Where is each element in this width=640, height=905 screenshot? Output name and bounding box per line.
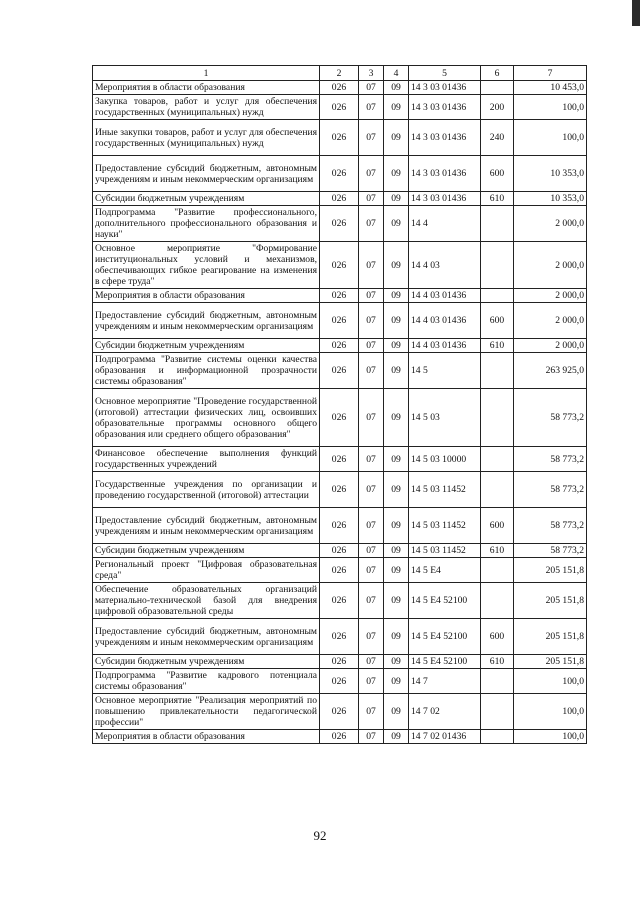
expense-type-cell [481,583,514,619]
ministry-code-cell: 026 [320,120,359,156]
subsection-code-cell: 09 [384,447,409,472]
section-code-cell: 07 [359,156,384,192]
section-code-cell: 07 [359,508,384,544]
row-name-cell: Основное мероприятие "Реализация мероприятий по повышению привлекательности педагогической профессии" [93,694,320,730]
amount-cell: 10 453,0 [514,81,587,95]
ministry-code-cell: 026 [320,206,359,242]
expense-type-cell [481,694,514,730]
ministry-code-cell: 026 [320,303,359,339]
section-code-cell: 07 [359,472,384,508]
section-code-cell: 07 [359,242,384,289]
amount-cell: 58 773,2 [514,389,587,447]
scan-edge-mark [632,0,640,26]
ministry-code-cell: 026 [320,730,359,744]
table-row [93,508,587,544]
expense-type-cell: 600 [481,303,514,339]
table-row [93,447,587,472]
amount-cell: 2 000,0 [514,206,587,242]
row-name-cell: Предоставление субсидий бюджетным, автономным учреждениям и иным некоммерческим организациям [93,156,320,192]
page-number: 92 [313,828,327,843]
expense-type-cell [481,472,514,508]
target-article-cell: 14 3 03 01436 [409,192,481,206]
row-name-cell: Региональный проект "Цифровая образовательная среда" [93,558,320,583]
target-article-cell: 14 4 [409,206,481,242]
target-article-cell: 14 5 E4 52100 [409,583,481,619]
target-article-cell: 14 5 03 11452 [409,508,481,544]
table-row [93,95,587,120]
header-cell: 6 [481,66,514,81]
section-code-cell: 07 [359,81,384,95]
header-cell: 2 [320,66,359,81]
amount-cell: 100,0 [514,694,587,730]
expense-type-cell: 610 [481,339,514,353]
row-name-cell: Закупка товаров, работ и услуг для обеспечения государственных (муниципальных) нужд [93,95,320,120]
row-name-cell: Обеспечение образовательных организаций материально-технической базой для внедрения цифровой образовательной среды [93,583,320,619]
subsection-code-cell: 09 [384,544,409,558]
row-name-cell: Предоставление субсидий бюджетным, автономным учреждениям и иным некоммерческим организациям [93,619,320,655]
ministry-code-cell: 026 [320,544,359,558]
expense-type-cell: 610 [481,655,514,669]
ministry-code-cell: 026 [320,389,359,447]
section-code-cell: 07 [359,303,384,339]
section-code-cell: 07 [359,289,384,303]
row-name-cell: Мероприятия в области образования [93,289,320,303]
row-name-cell: Основное мероприятие "Проведение государственной (итоговой) аттестации физических лиц, освоивших образовательные программы основного общего образования или среднего общего образования" [93,389,320,447]
target-article-cell: 14 4 03 [409,242,481,289]
expense-type-cell [481,353,514,389]
table-row [93,558,587,583]
table-row [93,583,587,619]
target-article-cell: 14 4 03 01436 [409,339,481,353]
target-article-cell: 14 3 03 01436 [409,81,481,95]
expense-type-cell [481,389,514,447]
amount-cell: 58 773,2 [514,544,587,558]
amount-cell: 205 151,8 [514,655,587,669]
subsection-code-cell: 09 [384,303,409,339]
amount-cell: 100,0 [514,669,587,694]
target-article-cell: 14 5 03 10000 [409,447,481,472]
ministry-code-cell: 026 [320,353,359,389]
amount-cell: 58 773,2 [514,447,587,472]
amount-cell: 2 000,0 [514,242,587,289]
section-code-cell: 07 [359,669,384,694]
subsection-code-cell: 09 [384,694,409,730]
table-row [93,353,587,389]
section-code-cell: 07 [359,95,384,120]
expense-type-cell: 240 [481,120,514,156]
amount-cell: 58 773,2 [514,508,587,544]
ministry-code-cell: 026 [320,339,359,353]
row-name-cell: Предоставление субсидий бюджетным, автономным учреждениям и иным некоммерческим организациям [93,508,320,544]
header-cell: 4 [384,66,409,81]
target-article-cell: 14 3 03 01436 [409,95,481,120]
subsection-code-cell: 09 [384,655,409,669]
ministry-code-cell: 026 [320,694,359,730]
expense-type-cell [481,242,514,289]
ministry-code-cell: 026 [320,95,359,120]
table-row [93,544,587,558]
subsection-code-cell: 09 [384,242,409,289]
subsection-code-cell: 09 [384,508,409,544]
header-cell: 1 [93,66,320,81]
amount-cell: 2 000,0 [514,339,587,353]
expense-type-cell [481,558,514,583]
header-cell: 5 [409,66,481,81]
header-cell: 7 [514,66,587,81]
amount-cell: 100,0 [514,95,587,120]
ministry-code-cell: 026 [320,81,359,95]
amount-cell: 10 353,0 [514,192,587,206]
row-name-cell: Подпрограмма "Развитие системы оценки качества образования и информационной прозрачности системы образования" [93,353,320,389]
target-article-cell: 14 7 02 01436 [409,730,481,744]
amount-cell: 100,0 [514,120,587,156]
table-row [93,730,587,744]
row-name-cell: Подпрограмма "Развитие профессионального, дополнительного профессионального образования и науки" [93,206,320,242]
row-name-cell: Финансовое обеспечение выполнения функций государственных учреждений [93,447,320,472]
table-row [93,289,587,303]
subsection-code-cell: 09 [384,583,409,619]
amount-cell: 100,0 [514,730,587,744]
subsection-code-cell: 09 [384,619,409,655]
section-code-cell: 07 [359,120,384,156]
ministry-code-cell: 026 [320,289,359,303]
expense-type-cell [481,206,514,242]
table-row [93,120,587,156]
target-article-cell: 14 5 E4 [409,558,481,583]
target-article-cell: 14 7 02 [409,694,481,730]
amount-cell: 205 151,8 [514,619,587,655]
target-article-cell: 14 4 03 01436 [409,303,481,339]
expense-type-cell [481,447,514,472]
subsection-code-cell: 09 [384,389,409,447]
section-code-cell: 07 [359,730,384,744]
target-article-cell: 14 5 03 11452 [409,544,481,558]
row-name-cell: Государственные учреждения по организации и проведению государственной (итоговой) аттестации [93,472,320,508]
section-code-cell: 07 [359,583,384,619]
ministry-code-cell: 026 [320,447,359,472]
expense-type-cell: 200 [481,95,514,120]
table-row [93,156,587,192]
row-name-cell: Субсидии бюджетным учреждениям [93,339,320,353]
subsection-code-cell: 09 [384,95,409,120]
subsection-code-cell: 09 [384,558,409,583]
row-name-cell: Иные закупки товаров, работ и услуг для обеспечения государственных (муниципальных) нужд [93,120,320,156]
section-code-cell: 07 [359,655,384,669]
section-code-cell: 07 [359,206,384,242]
expense-type-cell [481,730,514,744]
expense-type-cell: 600 [481,508,514,544]
ministry-code-cell: 026 [320,472,359,508]
row-name-cell: Предоставление субсидий бюджетным, автономным учреждениям и иным некоммерческим организациям [93,303,320,339]
table-row [93,655,587,669]
ministry-code-cell: 026 [320,242,359,289]
expense-type-cell [481,81,514,95]
ministry-code-cell: 026 [320,156,359,192]
section-code-cell: 07 [359,339,384,353]
subsection-code-cell: 09 [384,353,409,389]
subsection-code-cell: 09 [384,206,409,242]
table-row [93,242,587,289]
target-article-cell: 14 5 E4 52100 [409,619,481,655]
subsection-code-cell: 09 [384,81,409,95]
ministry-code-cell: 026 [320,669,359,694]
row-name-cell: Субсидии бюджетным учреждениям [93,192,320,206]
expense-type-cell [481,669,514,694]
target-article-cell: 14 3 03 01436 [409,156,481,192]
amount-cell: 2 000,0 [514,303,587,339]
table-row [93,303,587,339]
row-name-cell: Мероприятия в области образования [93,81,320,95]
section-code-cell: 07 [359,447,384,472]
amount-cell: 2 000,0 [514,289,587,303]
header-cell: 3 [359,66,384,81]
table-row [93,339,587,353]
section-code-cell: 07 [359,619,384,655]
subsection-code-cell: 09 [384,192,409,206]
target-article-cell: 14 5 03 [409,389,481,447]
target-article-cell: 14 5 E4 52100 [409,655,481,669]
target-article-cell: 14 7 [409,669,481,694]
amount-cell: 205 151,8 [514,558,587,583]
subsection-code-cell: 09 [384,339,409,353]
subsection-code-cell: 09 [384,730,409,744]
table-row [93,669,587,694]
expense-type-cell: 600 [481,619,514,655]
ministry-code-cell: 026 [320,558,359,583]
subsection-code-cell: 09 [384,472,409,508]
amount-cell: 10 353,0 [514,156,587,192]
row-name-cell: Основное мероприятие "Формирование институциональных условий и механизмов, обеспечивающих гибкое реагирование на изменения в сфере труда" [93,242,320,289]
table-row [93,206,587,242]
ministry-code-cell: 026 [320,655,359,669]
section-code-cell: 07 [359,694,384,730]
subsection-code-cell: 09 [384,289,409,303]
section-code-cell: 07 [359,192,384,206]
target-article-cell: 14 5 [409,353,481,389]
target-article-cell: 14 3 03 01436 [409,120,481,156]
table-row [93,389,587,447]
ministry-code-cell: 026 [320,192,359,206]
table-body [93,81,587,744]
target-article-cell: 14 4 03 01436 [409,289,481,303]
section-code-cell: 07 [359,353,384,389]
ministry-code-cell: 026 [320,508,359,544]
ministry-code-cell: 026 [320,619,359,655]
expense-type-cell: 600 [481,156,514,192]
subsection-code-cell: 09 [384,156,409,192]
section-code-cell: 07 [359,558,384,583]
row-name-cell: Субсидии бюджетным учреждениям [93,544,320,558]
table-row [93,694,587,730]
table-row [93,192,587,206]
row-name-cell: Мероприятия в области образования [93,730,320,744]
amount-cell: 205 151,8 [514,583,587,619]
table-row [93,619,587,655]
target-article-cell: 14 5 03 11452 [409,472,481,508]
amount-cell: 58 773,2 [514,472,587,508]
table-header-row [93,66,587,81]
row-name-cell: Подпрограмма "Развитие кадрового потенциала системы образования" [93,669,320,694]
section-code-cell: 07 [359,544,384,558]
subsection-code-cell: 09 [384,120,409,156]
subsection-code-cell: 09 [384,669,409,694]
expense-type-cell [481,289,514,303]
table-row [93,472,587,508]
ministry-code-cell: 026 [320,583,359,619]
row-name-cell: Субсидии бюджетным учреждениям [93,655,320,669]
expense-type-cell: 610 [481,544,514,558]
section-code-cell: 07 [359,389,384,447]
expense-type-cell: 610 [481,192,514,206]
amount-cell: 263 925,0 [514,353,587,389]
budget-table [92,65,587,744]
table-row [93,81,587,95]
